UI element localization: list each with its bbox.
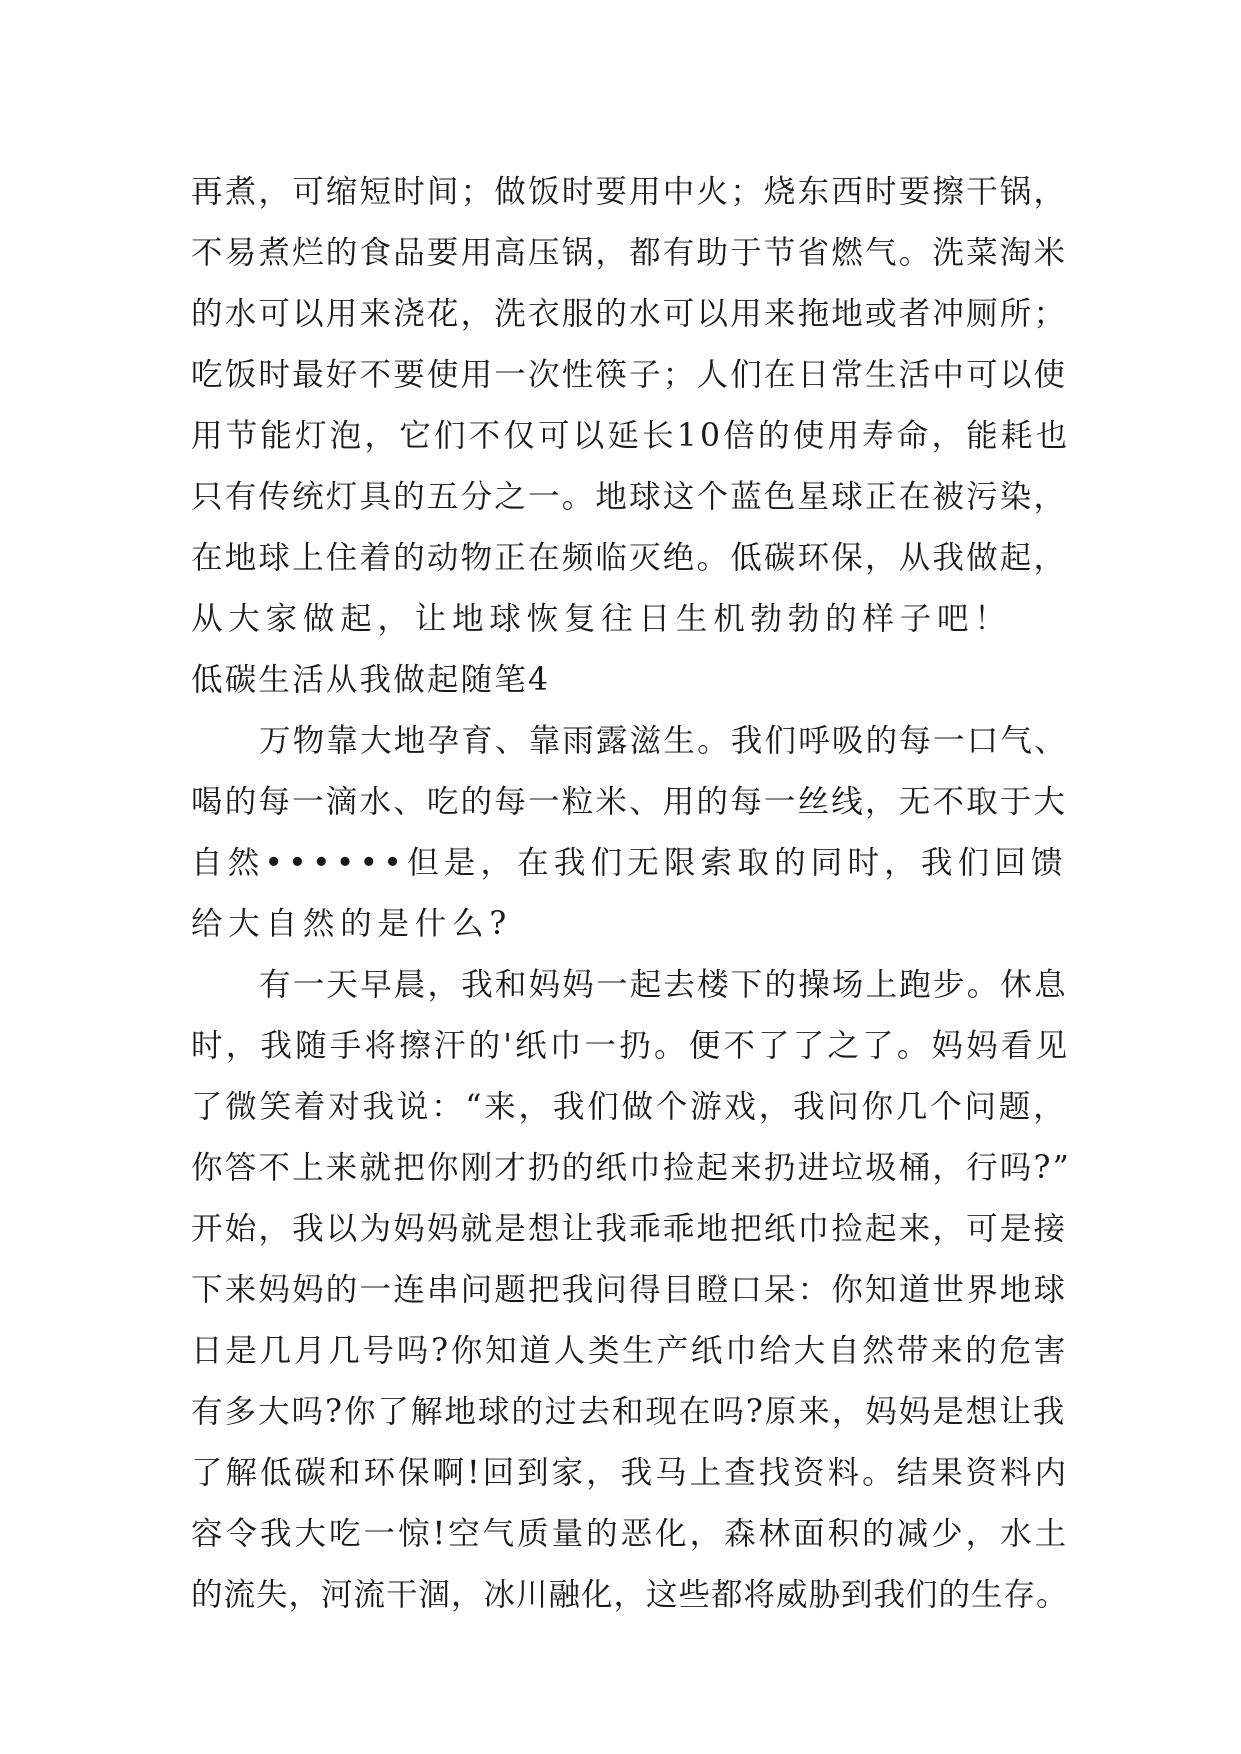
paragraph-line: 只有传统灯具的五分之一。地球这个蓝色星球正在被污染， (191, 479, 1068, 515)
paragraph-line: 在地球上住着的动物正在频临灭绝。低碳环保，从我做起， (191, 540, 1068, 576)
paragraph-line: 你答不上来就把你刚才扔的纸巾捡起来扔进垃圾桶，行吗?” (191, 1150, 1071, 1186)
paragraph-line: 了微笑着对我说：“来，我们做个游戏，我问你几个问题， (191, 1089, 1068, 1125)
paragraph-line: 日是几月几号吗?你知道人类生产纸巾给大自然带来的危害 (191, 1333, 1069, 1369)
paragraph-line: 吃饭时最好不要使用一次性筷子；人们在日常生活中可以使 (191, 357, 1068, 393)
paragraph-line: 喝的每一滴水、吃的每一粒米、用的每一丝线，无不取于大 (191, 784, 1068, 820)
paragraph-line: 了解低碳和环保啊!回到家，我马上查找资料。结果资料内 (191, 1455, 1070, 1491)
body-text (191, 162, 1071, 1626)
paragraph-line: 用节能灯泡，它们不仅可以延长10倍的使用寿命，能耗也 (191, 418, 1071, 454)
paragraph-line: 下来妈妈的一连串问题把我问得目瞪口呆：你知道世界地球 (191, 1272, 1068, 1308)
paragraph-line: 时，我随手将擦汗的'纸巾一扔。便不了了之了。妈妈看见 (191, 1028, 1071, 1064)
paragraph-line: 自然••••••但是，在我们无限索取的同时，我们回馈 (191, 845, 1068, 881)
paragraph-line: 容令我大吃一惊!空气质量的恶化，森林面积的减少，水土 (191, 1516, 1070, 1552)
section-title: 低碳生活从我做起随笔4 (191, 662, 551, 698)
paragraph-line: 有多大吗?你了解地球的过去和现在吗?原来，妈妈是想让我 (191, 1394, 1067, 1430)
paragraph-line: 再煮，可缩短时间；做饭时要用中火；烧东西时要擦干锅， (191, 174, 1068, 210)
paragraph-line: 的水可以用来浇花，洗衣服的水可以用来拖地或者冲厕所； (191, 296, 1068, 332)
paragraph-line: 有一天早晨，我和妈妈一起去楼下的操场上跑步。休息 (259, 967, 1068, 1003)
paragraph-line: 给大自然的是什么? (191, 906, 513, 942)
paragraph-line: 万物靠大地孕育、靠雨露滋生。我们呼吸的每一口气、 (259, 723, 1068, 759)
paragraph-line: 从大家做起，让地球恢复往日生机勃勃的样子吧！ (191, 601, 1012, 637)
paragraph-line: 的流失，河流干涸，冰川融化，这些都将威胁到我们的生存。 (191, 1577, 1069, 1613)
paragraph-line: 不易煮烂的食品要用高压锅，都有助于节省燃气。洗菜淘米 (191, 235, 1068, 271)
paragraph-line: 开始，我以为妈妈就是想让我乖乖地把纸巾捡起来，可是接 (191, 1211, 1068, 1247)
